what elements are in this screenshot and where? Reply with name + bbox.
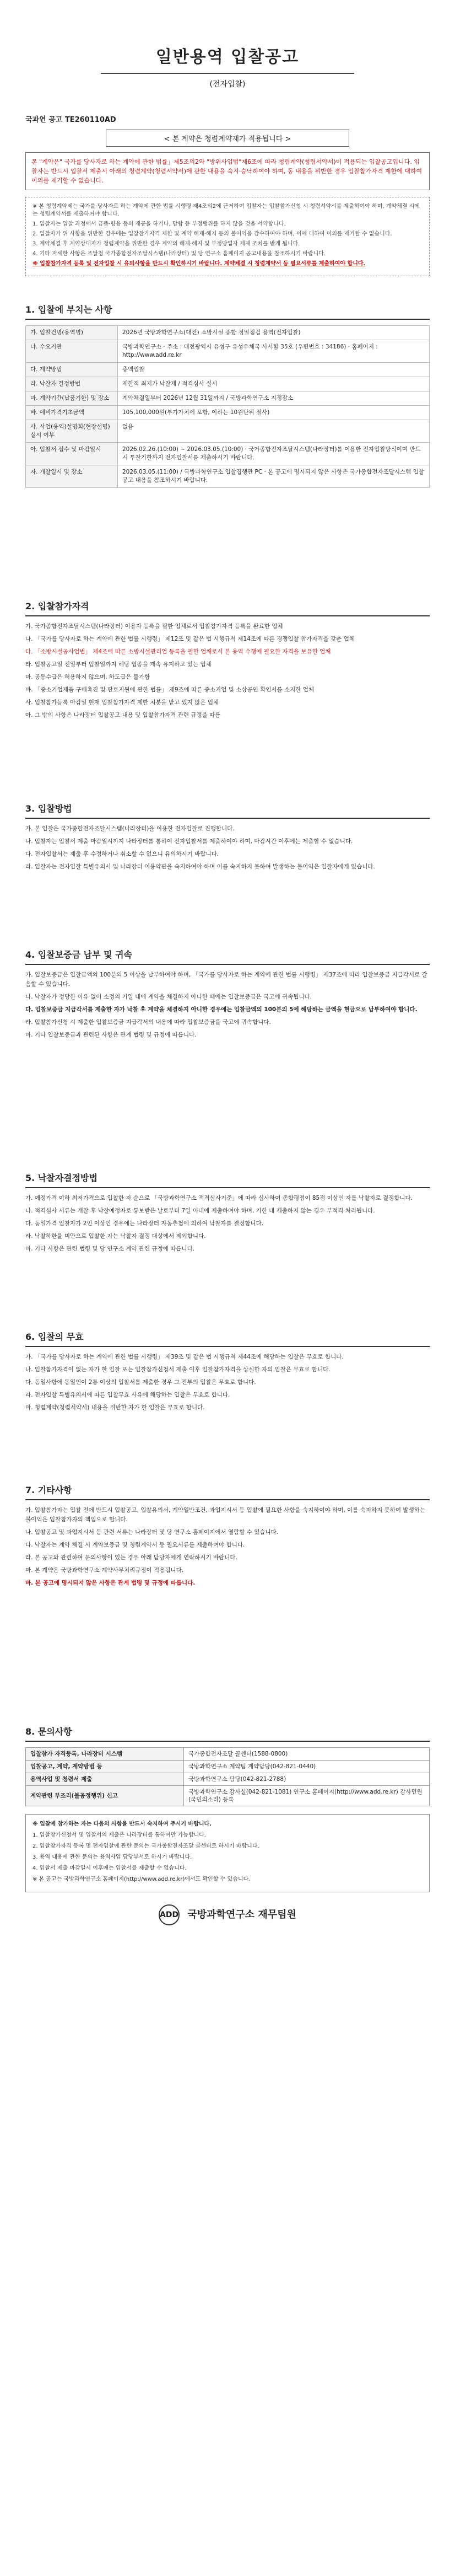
page-subtitle: (전자입찰) [209, 80, 246, 89]
list-item: 라. 낙찰하한율 미만으로 입찰한 자는 낙찰자 결정 대상에서 제외합니다. [25, 1233, 206, 1239]
row-value: 2026.02.26.(10:00) ~ 2026.03.05.(10:00) · 국가종합전자조달시스템(나라장터)를 이용한 전자입찰방식이며 반드시 투찰기한까지 전자입찰서를 제출하시기 바랍니다. [118, 443, 430, 465]
section-heading-3: 3. 입찰방법 [25, 802, 430, 819]
row-value: 2026.03.05.(11:00) / 국방과학연구소 입찰집행관 PC · 본 공고에 명시되지 않은 사항은 국가종합전자조달시스템 입찰공고 내용을 참조하시기 바랍니다. [118, 465, 430, 488]
contact-label: 계약관련 부조리(불공정행위) 신고 [26, 1786, 184, 1806]
row-value: 계약체결일부터 2026년 12월 31일까지 / 국방과학연구소 지정장소 [118, 391, 430, 406]
row-label: 다. 계약방법 [26, 363, 118, 377]
row-label: 나. 수요기관 [26, 340, 118, 363]
integrity-detail-p1: ※ 본 청렴계약제는 국가를 당사자로 하는 계약에 관한 법률 시행령 제4조의2에 근거하여 입찰자는 입찰참가신청 시 청렴서약서를 제출하여야 하며, 계약체결 시에는 청렴계약서를 제출하여야 합니다. [32, 203, 420, 217]
table-row [26, 1786, 430, 1806]
section-heading-6: 6. 입찰의 무효 [25, 1330, 430, 1347]
list-item: 라. 입찰참가신청 시 제출한 입찰보증금 지급각서의 내용에 따라 입찰보증금을 국고에 귀속합니다. [25, 1019, 271, 1026]
list-item: 다. 낙찰자는 계약 체결 시 계약보증금 및 청렴계약서 등 필요서류를 제출하여야 합니다. [25, 1542, 245, 1548]
list-item: 다. 입찰보증금 지급각서를 제출한 자가 낙찰 후 계약을 체결하지 아니한 경우에는 입찰금액의 100분의 5에 해당하는 금액을 현금으로 납부하여야 합니다. [25, 1006, 418, 1013]
list-item: 아. 그 밖의 사항은 나라장터 입찰공고 내용 및 입찰참가자격 관련 규정을 따름 [25, 712, 221, 718]
list-item: 나. 적격심사 서류는 개찰 후 낙찰예정자로 통보받은 날로부터 7일 이내에 제출하여야 하며, 기한 내 제출하지 않는 경우 부적격 처리됩니다. [25, 1208, 375, 1214]
row-label: 라. 낙찰자 결정방법 [26, 377, 118, 391]
list-item: 2. 입찰참가자격 등록 및 전자입찰에 관한 문의는 국가종합전자조달 콜센터로 하시기 바랍니다. [32, 1843, 259, 1849]
bid-method-list [25, 824, 430, 872]
row-value: 제한적 최저가 낙찰제 / 적격심사 실시 [118, 377, 430, 391]
org-emblem-icon: ADD [159, 1904, 180, 1925]
notice-number: 국과연 공고 TE260110AD [25, 116, 116, 124]
row-label: 마. 계약기간(납품기한) 및 장소 [26, 391, 118, 406]
row-label: 자. 개찰일시 및 장소 [26, 465, 118, 488]
list-item: 나. 「국가를 당사자로 하는 계약에 관한 법률 시행령」 제12조 및 같은 법 시행규칙 제14조에 따른 경쟁입찰 참가자격을 갖춘 업체 [25, 636, 355, 642]
list-item: 마. 기타 입찰보증금과 관련된 사항은 관계 법령 및 규정에 따릅니다. [25, 1032, 197, 1038]
title-block [25, 0, 430, 89]
row-value: 2026년 국방과학연구소(대전) 소방시설 종합 정밀점검 용역(전자입찰) [118, 326, 430, 340]
integrity-detail-p5: 4. 기타 자세한 사항은 조달청 국가종합전자조달시스템(나라장터) 및 당 연구소 홈페이지 공고내용을 참조하시기 바랍니다. [32, 251, 326, 257]
contact-value: 국방과학연구소 계약팀 계약담당(042-821-0440) [184, 1761, 430, 1773]
row-label: 아. 입찰서 접수 및 마감일시 [26, 443, 118, 465]
list-item: 바. 「중소기업제품 구매촉진 및 판로지원에 관한 법률」 제9조에 따른 중소기업 및 소상공인 확인서를 소지한 업체 [25, 686, 315, 693]
list-item: 다. 동일사항에 동일인이 2통 이상의 입찰서를 제출한 경우 그 전부의 입찰은 무효로 합니다. [25, 1379, 256, 1386]
contact-value: 국방과학연구소 감사실(042-821-1081) 연구소 홈페이지(http://www.add.re.kr) 감사민원(국민의소리) 등록 [184, 1786, 430, 1806]
list-item: 나. 낙찰자가 정당한 이유 없이 소정의 기일 내에 계약을 체결하지 아니한 때에는 입찰보증금은 국고에 귀속됩니다. [25, 994, 312, 1000]
list-item: 다. 동일가격 입찰자가 2인 이상인 경우에는 나라장터 자동추첨에 의하여 낙찰자를 결정합니다. [25, 1220, 264, 1227]
list-item: 나. 입찰공고 및 과업지시서 등 관련 서류는 나라장터 및 당 연구소 홈페이지에서 열람할 수 있습니다. [25, 1529, 279, 1536]
list-item: 라. 전자입찰 특별유의서에 따른 입찰무효 사유에 해당하는 입찰은 무효로 합니다. [25, 1392, 230, 1398]
integrity-detail-p3: 2. 입찰자가 위 사항을 위반한 경우에는 입찰참가자격 제한 및 계약 해제·해지 등의 불이익을 감수하여야 하며, 이에 대하여 이의를 제기할 수 없습니다. [32, 231, 392, 237]
bid-bond-list [25, 970, 430, 1040]
contact-value: 국가종합전자조달 콜센터(1588-0800) [184, 1748, 430, 1761]
contact-label: 입찰공고, 계약, 계약방법 등 [26, 1761, 184, 1773]
list-item: 마. 기타 사항은 관련 법령 및 당 연구소 계약 관련 규정에 따릅니다. [25, 1246, 195, 1252]
bidder-notes-box [25, 1814, 430, 1892]
contact-value: 국방과학연구소 담당(042-821-2788) [184, 1773, 430, 1786]
contact-table [25, 1747, 430, 1806]
integrity-detail-p4: 3. 계약체결 후 계약상대자가 청렴계약을 위반한 경우 계약의 해제·해지 및 부정당업자 제재 조치를 받게 됩니다. [32, 241, 300, 247]
list-item: 3. 용역 내용에 관한 문의는 용역사업 담당부서로 하시기 바랍니다. [32, 1854, 192, 1860]
row-label: 가. 입찰건명(용역명) [26, 326, 118, 340]
list-item: 가. 입찰참가자는 입찰 전에 반드시 입찰공고, 입찰유의서, 계약일반조건, 과업지시서 등 입찰에 필요한 사항을 숙지하여야 하며, 이를 숙지하지 못하여 발생하는 불이익은 입찰참가자의 책임으로 합니다. [25, 1507, 425, 1523]
integrity-statement-box [25, 152, 430, 190]
row-label: 바. 예비가격기초금액 [26, 406, 118, 420]
table-row [26, 406, 430, 420]
table-row [26, 326, 430, 340]
list-item: 마. 공동수급은 허용하지 않으며, 하도급은 불가함 [25, 674, 150, 680]
table-row [26, 1773, 430, 1786]
list-item: 마. 본 계약은 국방과학연구소 계약사무처리규정이 적용됩니다. [25, 1567, 184, 1574]
table-row [26, 1748, 430, 1761]
table-row [26, 420, 430, 443]
org-name: 국방과학연구소 재무팀원 [187, 1909, 296, 1920]
list-item: 라. 입찰자는 전자입찰 특별유의서 및 나라장터 이용약관을 숙지하여야 하며 이를 숙지하지 못하여 발생하는 불이익은 입찰자에게 있습니다. [25, 863, 375, 870]
table-row [26, 377, 430, 391]
table-row [26, 363, 430, 377]
integrity-statement-text: 본 "계약은" 국가를 당사자로 하는 계약에 관한 법률」제5조의2와 "방위사업법"제6조에 따라 청렴계약(청렴서약서)이 적용되는 입찰공고입니다. 입찰자는 반드시 입찰서 제출시 아래의 청렴계약(청렴서약서)에 관한 내용을 숙지·승낙하여야 하며, 동 내용을 위반한 경우 입찰참가자격 제한에 대하여 이의를 제기할 수 없습니다. [31, 158, 422, 184]
list-item: 가. 「국가를 당사자로 하는 계약에 관한 법률 시행령」 제39조 및 같은 법 시행규칙 제44조에 해당하는 입찰은 무효로 합니다. [25, 1354, 344, 1360]
section-heading-1: 1. 입찰에 부치는 사항 [25, 303, 430, 320]
section-heading-2: 2. 입찰참가자격 [25, 599, 430, 616]
integrity-detail-p2: 1. 입찰자는 입찰 과정에서 금품·향응 등의 제공을 하거나, 담합 등 부정행위를 하지 않을 것을 서약합니다. [32, 221, 286, 227]
section-heading-7: 7. 기타사항 [25, 1483, 430, 1500]
table-row [26, 1761, 430, 1773]
list-item: 가. 예정가격 이하 최저가격으로 입찰한 자 순으로 「국방과학연구소 적격심사기준」에 따라 심사하여 종합평점이 85점 이상인 자를 낙찰자로 결정합니다. [25, 1195, 413, 1201]
row-value: 총액입찰 [118, 363, 430, 377]
misc-list [25, 1506, 430, 1588]
list-item: 가. 본 입찰은 국가종합전자조달시스템(나라장터)을 이용한 전자입찰로 진행합니다. [25, 825, 235, 832]
list-item: 마. 청렴계약(청렴서약서) 내용을 위반한 자가 한 입찰은 무효로 합니다. [25, 1404, 205, 1411]
page-title: 일반용역 입찰공고 [155, 47, 300, 67]
row-label: 사. 사업(용역)설명회(현장설명) 실시 여부 [26, 420, 118, 443]
list-item: 다. 전자입찰서는 제출 후 수정하거나 취소할 수 없으니 유의하시기 바랍니다. [25, 851, 219, 857]
row-value: 국방과학연구소 · 주소 : 대전광역시 유성구 유성우체국 사서함 35호 (우편번호 : 34186) · 홈페이지 : http://www.add.re.kr [118, 340, 430, 363]
footer-organization [25, 1904, 430, 1925]
list-item: 가. 국가종합전자조달시스템(나라장터) 이용자 등록을 필한 업체로서 입찰참가자격 등록을 완료한 업체 [25, 623, 283, 630]
eligibility-list [25, 622, 430, 720]
contact-label: 입찰참가 자격등록, 나라장터 시스템 [26, 1748, 184, 1761]
list-item: 4. 입찰서 제출 마감일시 이후에는 입찰서를 제출할 수 없습니다. [32, 1865, 187, 1871]
row-value: 105,100,000원(부가가치세 포함, 이하는 10원단위 절사) [118, 406, 430, 420]
table-row [26, 340, 430, 363]
list-item: 1. 입찰참가신청서 및 입찰서의 제출은 나라장터를 통하여만 가능합니다. [32, 1832, 207, 1838]
list-item: 나. 입찰자는 입찰서 제출 마감일시까지 나라장터를 통하여 전자입찰서를 제출하여야 하며, 마감시간 이후에는 제출할 수 없습니다. [25, 838, 353, 845]
list-item: 가. 입찰보증금은 입찰금액의 100분의 5 이상을 납부하여야 하며, 「국가를 당사자로 하는 계약에 관한 법률 시행령」 제37조에 따라 입찰보증금 지급각서로 갈음할 수 있습니다. [25, 972, 427, 988]
section-heading-5: 5. 낙찰자결정방법 [25, 1171, 430, 1188]
invalid-bid-list [25, 1353, 430, 1413]
title-underline [101, 73, 354, 74]
award-method-list [25, 1194, 430, 1254]
list-item: 사. 입찰참가등록 마감일 현재 입찰참가자격 제한 처분을 받고 있지 않은 업체 [25, 699, 219, 706]
list-item: 라. 입찰공고일 전일부터 입찰일까지 해당 업종을 계속 유지하고 있는 업체 [25, 661, 212, 668]
table-row [26, 443, 430, 465]
section-heading-8: 8. 문의사항 [25, 1725, 430, 1742]
bid-info-table [25, 325, 430, 488]
contact-label: 용역사업 및 청렴서 제출 [26, 1773, 184, 1786]
list-item: ※ 본 공고는 국방과학연구소 홈페이지(http://www.add.re.kr)에서도 확인할 수 있습니다. [32, 1876, 251, 1882]
integrity-detail-box [25, 197, 430, 276]
list-item: 바. 본 공고에 명시되지 않은 사항은 관계 법령 및 규정에 따릅니다. [25, 1580, 196, 1586]
integrity-detail-warning: ※ 입찰참가자격 등록 및 전자입찰 시 유의사항을 반드시 확인하시기 바랍니다. 계약체결 시 청렴계약서 등 필요서류를 제출하여야 합니다. [32, 261, 366, 267]
list-item: 다. 「소방시설공사업법」 제4조에 따른 소방시설관리업 등록을 필한 업체로서 본 용역 수행에 필요한 자격을 보유한 업체 [25, 648, 331, 655]
table-row [26, 391, 430, 406]
section-heading-4: 4. 입찰보증금 납부 및 귀속 [25, 948, 430, 965]
list-item: 라. 본 공고와 관련하여 문의사항이 있는 경우 아래 담당자에게 연락하시기 바랍니다. [25, 1554, 237, 1561]
row-value: 없음 [118, 420, 430, 443]
integrity-banner: < 본 계약은 청렴계약제가 적용됩니다 > [106, 130, 349, 147]
table-row [26, 465, 430, 488]
notes-heading: ※ 입찰에 참가하는 자는 다음의 사항을 반드시 숙지하여 주시기 바랍니다. [32, 1821, 212, 1827]
list-item: 나. 입찰참가자격이 없는 자가 한 입찰 또는 입찰참가신청서 제출 이후 입찰참가자격을 상실한 자의 입찰은 무효로 합니다. [25, 1366, 331, 1373]
